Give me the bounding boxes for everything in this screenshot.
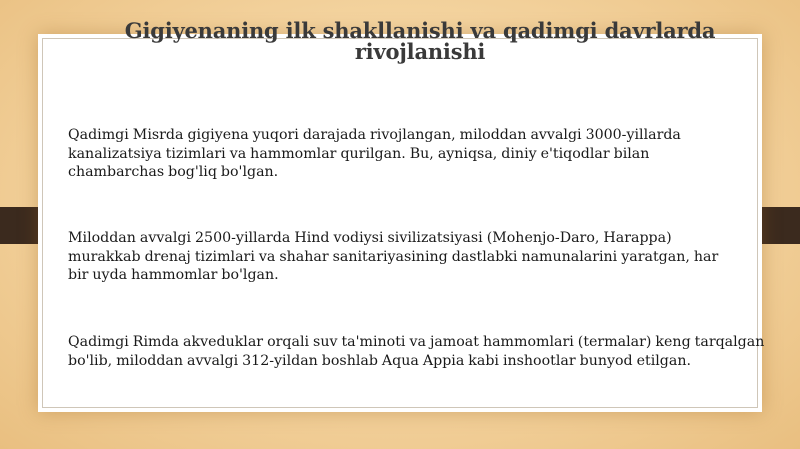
paragraph-rome: Qadimgi Rimda akveduklar orqali suv ta'minoti va jamoat hammomlari (termalar) keng tarqalgan bo'lib, miloddan avvalgi 312-yildan boshlab Aqua Appia kabi inshootlar bunyod etilgan. (68, 334, 765, 369)
slide-title: Gigiyenaning ilk shakllanishi va qadimgi davrlarda rivojlanishi (124, 18, 716, 64)
paragraph-egypt: Qadimgi Misrda gigiyena yuqori darajada rivojlangan, miloddan avvalgi 3000-yillarda kanalizatsiya tizimlari va hammomlar qurilgan. Bu, ayniqsa, diniy e'tiqodlar bilan chambarchas bog'liq bo'lgan. (68, 127, 681, 180)
paragraph-indus-valley: Miloddan avvalgi 2500-yillarda Hind vodiysi sivilizatsiyasi (Mohenjo-Daro, Harappa) murakkab drenaj tizimlari va shahar sanitariyasining dastlabki namunalarini yaratgan, har bir uyda hammomlar bo'lgan. (68, 230, 719, 283)
